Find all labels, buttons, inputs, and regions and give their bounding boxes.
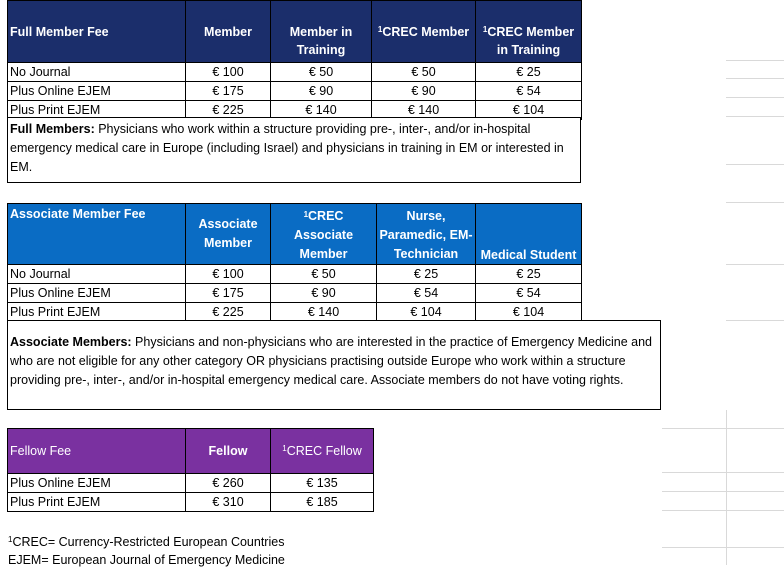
fee-cell: € 54 (377, 284, 476, 303)
header-crec-fellow: $^1$CREC Fellow (271, 429, 374, 474)
fee-cell: € 104 (476, 303, 582, 322)
sheet-gridline (726, 97, 784, 98)
fee-cell: € 100 (186, 63, 271, 82)
sheet-gridline (662, 510, 784, 511)
table-row (8, 82, 582, 101)
footnote-marker: 1 (282, 444, 287, 453)
row-label: Plus Print EJEM (8, 493, 186, 512)
fee-cell: € 90 (372, 82, 476, 101)
associate-header-row (8, 204, 582, 265)
header-medical-student: Medical Student (476, 204, 582, 265)
sheet-gridline (726, 164, 784, 165)
header-associate-member-fee: Associate Member Fee (8, 204, 186, 265)
note-label: Full Members: (10, 122, 95, 136)
note-label: Associate Members: (10, 335, 132, 349)
table-row (8, 265, 582, 284)
fellow-header-row (8, 429, 374, 474)
header-member-in-training: Member in Training (271, 1, 372, 63)
row-label: No Journal (8, 265, 186, 284)
footnote-marker: 1 (303, 210, 309, 219)
header-fellow: Fellow (186, 429, 271, 474)
fee-cell: € 135 (271, 474, 374, 493)
fee-cell: € 25 (476, 265, 582, 284)
fee-cell: € 140 (271, 101, 372, 120)
header-crec-member: $^1$CREC Member (372, 1, 476, 63)
footnote-marker: 1 (8, 535, 13, 544)
sheet-gridline (726, 264, 784, 265)
row-label: Plus Online EJEM (8, 474, 186, 493)
associate-members-note (7, 320, 661, 410)
sheet-gridline (662, 491, 784, 492)
fee-cell: € 50 (372, 63, 476, 82)
associate-member-fee-table (7, 203, 582, 322)
header-crec-member-in-training: $^1$CREC Member in Training (476, 1, 582, 63)
fee-cell: € 104 (476, 101, 582, 120)
row-label: Plus Print EJEM (8, 303, 186, 322)
sheet-gridline (726, 60, 784, 61)
note-text: Physicians who work within a structure providing pre-, inter-, and/or in-hospital emergency medical care in Europe (including Israel) and physicians in training in EM or interested in EM. (10, 122, 564, 174)
fee-cell: € 225 (186, 101, 271, 120)
table-row (8, 284, 582, 303)
table-row (8, 63, 582, 82)
sheet-gridline (662, 472, 784, 473)
fee-cell: € 54 (476, 82, 582, 101)
header-crec-associate-member: $^1$CREC Associate Member (271, 204, 377, 265)
fee-cell: € 175 (186, 284, 271, 303)
header-member: Member (186, 1, 271, 63)
fellow-fee-table (7, 428, 374, 512)
sheet-gridline (662, 547, 784, 548)
row-label: No Journal (8, 63, 186, 82)
table-row (8, 493, 374, 512)
fee-cell: € 140 (271, 303, 377, 322)
sheet-gridline (726, 410, 727, 565)
fee-cell: € 90 (271, 284, 377, 303)
row-label: Plus Print EJEM (8, 101, 186, 120)
sheet-gridline (726, 116, 784, 117)
footnote-ejem: EJEM= European Journal of Emergency Medicine (8, 553, 285, 567)
full-member-header-row (8, 1, 582, 63)
fee-cell: € 50 (271, 265, 377, 284)
fee-cell: € 25 (476, 63, 582, 82)
header-nurse-paramedic: Nurse, Paramedic, EM-Technician (377, 204, 476, 265)
table-row (8, 474, 374, 493)
fee-cell: € 260 (186, 474, 271, 493)
fee-cell: € 140 (372, 101, 476, 120)
row-label: Plus Online EJEM (8, 82, 186, 101)
fee-cell: € 50 (271, 63, 372, 82)
fee-cell: € 175 (186, 82, 271, 101)
row-label: Plus Online EJEM (8, 284, 186, 303)
footnote-crec: $^1$CREC= Currency-Restricted European Countries (8, 535, 285, 549)
header-full-member-fee: Full Member Fee (8, 1, 186, 63)
header-fellow-fee: Fellow Fee (8, 429, 186, 474)
table-row (8, 303, 582, 322)
sheet-gridline (662, 428, 784, 429)
sheet-gridline (726, 202, 784, 203)
fee-cell: € 310 (186, 493, 271, 512)
fee-cell: € 54 (476, 284, 582, 303)
note-text: Physicians and non-physicians who are interested in the practice of Emergency Medicine and who are not eligible for any other category OR physicians practising outside Europe who work within a structure providing pre-, inter-, and/or in-hospital emergency medical care. Associate members do not have voting rights. (10, 335, 653, 387)
fee-cell: € 104 (377, 303, 476, 322)
header-associate-member: Associate Member (186, 204, 271, 265)
full-members-note (7, 117, 581, 183)
sheet-gridline (726, 320, 784, 321)
fee-cell: € 100 (186, 265, 271, 284)
fee-cell: € 185 (271, 493, 374, 512)
footnote-marker: 1 (377, 25, 383, 34)
fee-cell: € 25 (377, 265, 476, 284)
sheet-gridline (726, 78, 784, 79)
fee-cell: € 90 (271, 82, 372, 101)
fee-cell: € 225 (186, 303, 271, 322)
full-member-fee-table (7, 0, 582, 120)
footnote-marker: 1 (482, 25, 488, 34)
